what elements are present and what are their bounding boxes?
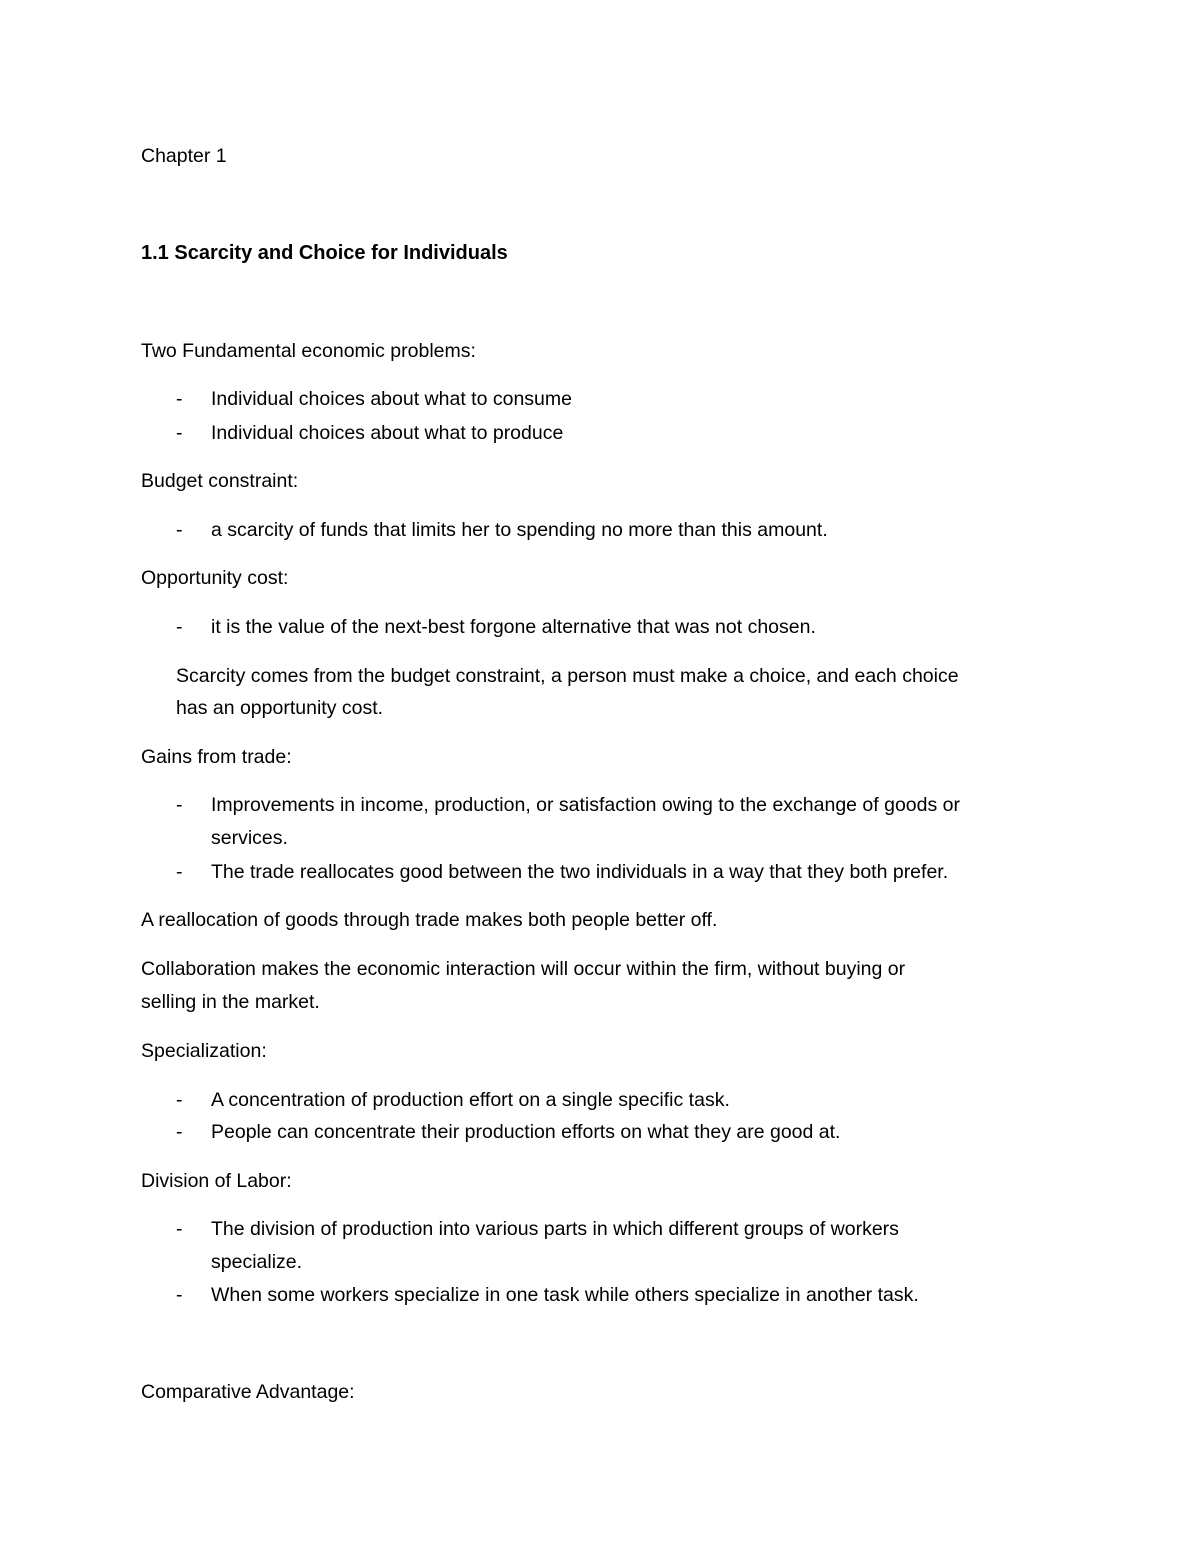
- section-title: 1.1 Scarcity and Choice for Individuals: [141, 242, 508, 264]
- specialization-label: Specialization:: [141, 1040, 267, 1062]
- comparative-advantage-label: Comparative Advantage:: [141, 1381, 355, 1403]
- scarcity-note-line2: has an opportunity cost.: [176, 697, 384, 719]
- collaboration-line1: Collaboration makes the economic interaction will occur within the firm, without buying or: [141, 958, 906, 980]
- bullet-marker: -: [176, 1089, 183, 1111]
- bullet-marker: -: [176, 861, 183, 883]
- list-item-text: The trade reallocates good between the two individuals in a way that they both prefer.: [211, 861, 949, 883]
- list-item-text: The division of production into various parts in which different groups of workers: [211, 1218, 899, 1240]
- two-problems-label: Two Fundamental economic problems:: [141, 340, 476, 362]
- list-item-text: specialize.: [211, 1251, 303, 1273]
- list-item-text: Individual choices about what to consume: [211, 388, 572, 410]
- reallocation-paragraph: A reallocation of goods through trade makes both people better off.: [141, 909, 718, 931]
- division-of-labor-label: Division of Labor:: [141, 1170, 292, 1192]
- scarcity-note-line1: Scarcity comes from the budget constraint, a person must make a choice, and each choice: [176, 665, 959, 687]
- bullet-marker: -: [176, 616, 183, 638]
- list-item-text: A concentration of production effort on a single specific task.: [211, 1089, 730, 1111]
- budget-constraint-label: Budget constraint:: [141, 470, 299, 492]
- chapter-label: Chapter 1: [141, 145, 227, 167]
- list-item-text: Individual choices about what to produce: [211, 422, 564, 444]
- list-item-text: Improvements in income, production, or satisfaction owing to the exchange of goods or: [211, 794, 960, 816]
- opportunity-cost-label: Opportunity cost:: [141, 567, 289, 589]
- list-item-text: it is the value of the next-best forgone alternative that was not chosen.: [211, 616, 816, 638]
- gains-from-trade-label: Gains from trade:: [141, 746, 292, 768]
- collaboration-line2: selling in the market.: [141, 991, 320, 1013]
- bullet-marker: -: [176, 388, 183, 410]
- list-item-text: a scarcity of funds that limits her to spending no more than this amount.: [211, 519, 828, 541]
- bullet-marker: -: [176, 1284, 183, 1306]
- bullet-marker: -: [176, 422, 183, 444]
- list-item-text: When some workers specialize in one task while others specialize in another task.: [211, 1284, 919, 1306]
- list-item-text: People can concentrate their production efforts on what they are good at.: [211, 1121, 841, 1143]
- list-item-text: services.: [211, 827, 288, 849]
- bullet-marker: -: [176, 1218, 183, 1240]
- bullet-marker: -: [176, 519, 183, 541]
- bullet-marker: -: [176, 1121, 183, 1143]
- bullet-marker: -: [176, 794, 183, 816]
